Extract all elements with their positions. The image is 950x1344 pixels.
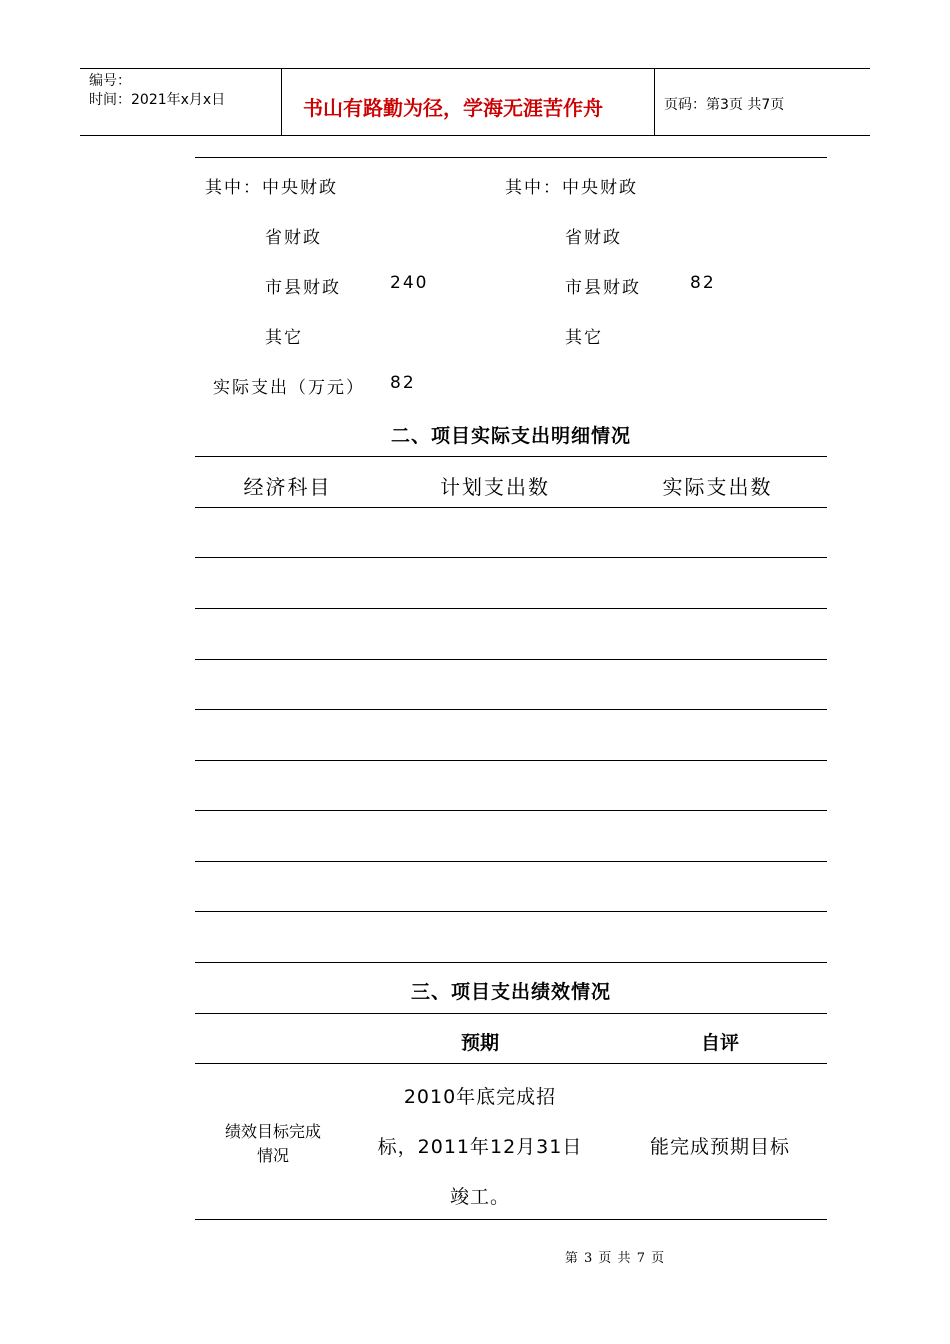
section2-title: 二、项目实际支出明细情况: [390, 425, 631, 447]
table-row-line: [195, 962, 827, 963]
section3-header-bottom: [195, 1063, 827, 1064]
table-row-line: [195, 861, 827, 862]
performance-row-label: [198, 1120, 348, 1168]
table-row-line: [195, 659, 827, 660]
header-page-info: 页码：第3页 共7页: [664, 97, 785, 113]
self-eval-value: 能完成预期目标: [649, 1136, 790, 1158]
table-row-line: [195, 810, 827, 811]
header-number-label: 编号：: [89, 73, 131, 89]
table-row-line: [195, 709, 827, 710]
header-divider-left: [281, 68, 282, 136]
expected-line1: 2010年底完成招: [403, 1086, 557, 1108]
table-row-line: [195, 557, 827, 558]
funds-left-city-county: 市县财政: [265, 278, 341, 298]
performance-row-label-line2: 情况: [256, 1146, 289, 1165]
funds-right-other: 其它: [565, 328, 603, 348]
funds-right-provincial: 省财政: [565, 228, 622, 248]
funds-right-city-county-value: 82: [690, 273, 716, 293]
content-top-border: [195, 157, 827, 158]
section3-col-self-eval: 自评: [700, 1032, 739, 1054]
footer-page-number: 第 3 页 共 7 页: [564, 1251, 666, 1266]
section3-col-expected: 预期: [460, 1032, 499, 1054]
table-row-line: [195, 507, 827, 508]
performance-row-label-line1: 绩效目标完成: [224, 1122, 321, 1141]
table-row-line: [195, 911, 827, 912]
section2-col-actual: 实际支出数: [662, 475, 773, 499]
section3-bottom-border: [195, 1219, 827, 1220]
header-divider-right: [654, 68, 655, 136]
funds-left-city-county-value: 240: [390, 273, 429, 293]
header-top-border: [80, 68, 870, 69]
header-bottom-border: [80, 135, 870, 136]
section3-top-border: [195, 1013, 827, 1014]
section2-col-subject: 经济科目: [243, 475, 332, 499]
funds-right-central: 其中：中央财政: [505, 178, 638, 198]
funds-right-city-county: 市县财政: [565, 278, 641, 298]
section3-title: 三、项目支出绩效情况: [410, 981, 611, 1003]
section2-col-planned: 计划支出数: [440, 475, 550, 499]
table-row-line: [195, 608, 827, 609]
header-time-label: 时间：2021年x月x日: [89, 92, 226, 108]
expected-line3: 竣工。: [449, 1186, 510, 1208]
table-row-line: [195, 760, 827, 761]
funds-left-provincial: 省财政: [265, 228, 322, 248]
actual-expenditure-value: 82: [390, 373, 416, 393]
section2-top-border: [195, 456, 827, 457]
header-motto: 书山有路勤为径，学海无涯苦作舟: [303, 96, 603, 120]
funds-left-other: 其它: [265, 328, 303, 348]
expected-line2: 标，2011年12月31日: [377, 1136, 583, 1158]
actual-expenditure-label: 实际支出（万元）: [213, 378, 365, 398]
funds-left-central: 其中：中央财政: [205, 178, 338, 198]
